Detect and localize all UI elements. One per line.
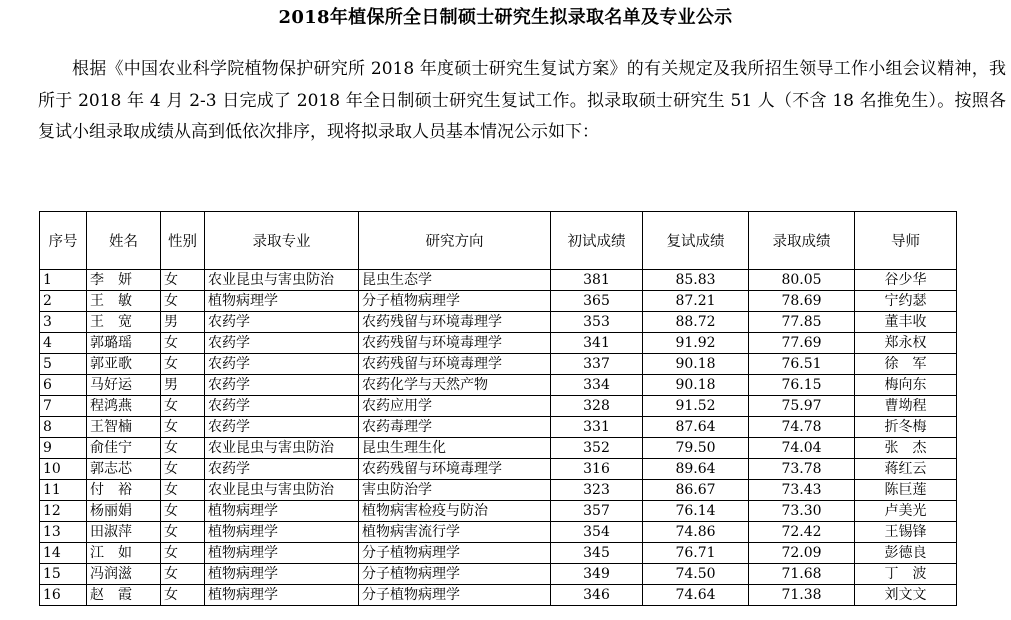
header-major: 录取专业 — [205, 212, 359, 270]
cell-major: 农药学 — [205, 417, 359, 438]
cell-seq: 10 — [40, 459, 87, 480]
admission-table — [39, 211, 957, 606]
table-row — [40, 417, 957, 438]
table-row — [40, 270, 957, 291]
table-row — [40, 564, 957, 585]
cell-direction: 农药残留与环境毒理学 — [359, 312, 551, 333]
announcement-text: 根据《中国农业科学院植物保护研究所 2018 年度硕士研究生复试方案》的有关规定及我所招生领导工作小组会议精神，我所于 2018 年 4 月 2-3 日完成了 2018 年全日制硕士研究生复试工作。拟录取硕士研究生 51 人（不含 18 名推免生）。按照各复试小组录取成绩从高到低依次排序，现将拟录取人员基本情况公示如下： — [38, 59, 1006, 142]
cell-retest-score: 85.83 — [643, 270, 749, 291]
cell-seq: 8 — [40, 417, 87, 438]
cell-initial-score: 323 — [551, 480, 643, 501]
cell-advisor: 陈巨莲 — [855, 480, 957, 501]
cell-gender: 男 — [161, 375, 205, 396]
cell-direction: 农药残留与环境毒理学 — [359, 333, 551, 354]
cell-gender: 女 — [161, 522, 205, 543]
cell-major: 植物病理学 — [205, 585, 359, 606]
cell-gender: 女 — [161, 543, 205, 564]
cell-gender: 女 — [161, 564, 205, 585]
cell-final-score: 77.85 — [749, 312, 855, 333]
cell-initial-score: 346 — [551, 585, 643, 606]
cell-final-score: 72.42 — [749, 522, 855, 543]
cell-retest-score: 74.86 — [643, 522, 749, 543]
cell-advisor: 蒋红云 — [855, 459, 957, 480]
cell-initial-score: 341 — [551, 333, 643, 354]
table-row — [40, 291, 957, 312]
cell-final-score: 76.51 — [749, 354, 855, 375]
cell-initial-score: 345 — [551, 543, 643, 564]
cell-gender: 女 — [161, 417, 205, 438]
cell-direction: 昆虫生理生化 — [359, 438, 551, 459]
cell-name: 江 如 — [87, 543, 161, 564]
cell-major: 农业昆虫与害虫防治 — [205, 270, 359, 291]
header-seq: 序号 — [40, 212, 87, 270]
cell-gender: 女 — [161, 438, 205, 459]
cell-retest-score: 89.64 — [643, 459, 749, 480]
cell-advisor: 卢美光 — [855, 501, 957, 522]
cell-retest-score: 90.18 — [643, 375, 749, 396]
cell-retest-score: 91.92 — [643, 333, 749, 354]
cell-final-score: 73.78 — [749, 459, 855, 480]
cell-final-score: 74.78 — [749, 417, 855, 438]
cell-seq: 14 — [40, 543, 87, 564]
header-advisor: 导师 — [855, 212, 957, 270]
cell-initial-score: 316 — [551, 459, 643, 480]
cell-gender: 女 — [161, 354, 205, 375]
cell-initial-score: 334 — [551, 375, 643, 396]
table-row — [40, 459, 957, 480]
cell-final-score: 73.43 — [749, 480, 855, 501]
cell-retest-score: 87.21 — [643, 291, 749, 312]
cell-name: 郭璐瑶 — [87, 333, 161, 354]
cell-name: 李 妍 — [87, 270, 161, 291]
cell-final-score: 77.69 — [749, 333, 855, 354]
cell-name: 郭志芯 — [87, 459, 161, 480]
header-name: 姓名 — [87, 212, 161, 270]
cell-major: 农药学 — [205, 396, 359, 417]
cell-name: 杨丽娟 — [87, 501, 161, 522]
cell-initial-score: 349 — [551, 564, 643, 585]
cell-seq: 7 — [40, 396, 87, 417]
cell-seq: 15 — [40, 564, 87, 585]
cell-retest-score: 90.18 — [643, 354, 749, 375]
table-row — [40, 333, 957, 354]
cell-final-score: 74.04 — [749, 438, 855, 459]
cell-direction: 农药化学与天然产物 — [359, 375, 551, 396]
cell-direction: 农药残留与环境毒理学 — [359, 459, 551, 480]
cell-direction: 分子植物病理学 — [359, 585, 551, 606]
cell-seq: 2 — [40, 291, 87, 312]
cell-direction: 植物病害流行学 — [359, 522, 551, 543]
cell-gender: 女 — [161, 501, 205, 522]
cell-seq: 13 — [40, 522, 87, 543]
cell-direction: 分子植物病理学 — [359, 543, 551, 564]
cell-name: 马好运 — [87, 375, 161, 396]
cell-advisor: 梅向东 — [855, 375, 957, 396]
cell-gender: 女 — [161, 480, 205, 501]
cell-advisor: 谷少华 — [855, 270, 957, 291]
cell-final-score: 75.97 — [749, 396, 855, 417]
cell-initial-score: 353 — [551, 312, 643, 333]
cell-major: 农药学 — [205, 333, 359, 354]
header-final-score: 录取成绩 — [749, 212, 855, 270]
cell-major: 植物病理学 — [205, 564, 359, 585]
cell-direction: 植物病害检疫与防治 — [359, 501, 551, 522]
cell-gender: 女 — [161, 270, 205, 291]
cell-retest-score: 76.14 — [643, 501, 749, 522]
cell-advisor: 郑永权 — [855, 333, 957, 354]
cell-major: 植物病理学 — [205, 291, 359, 312]
table-row — [40, 354, 957, 375]
cell-advisor: 刘文文 — [855, 585, 957, 606]
cell-advisor: 曹坳程 — [855, 396, 957, 417]
table-row — [40, 396, 957, 417]
cell-initial-score: 354 — [551, 522, 643, 543]
cell-advisor: 折冬梅 — [855, 417, 957, 438]
cell-seq: 6 — [40, 375, 87, 396]
cell-final-score: 76.15 — [749, 375, 855, 396]
cell-name: 俞佳宁 — [87, 438, 161, 459]
table-row — [40, 438, 957, 459]
cell-initial-score: 381 — [551, 270, 643, 291]
cell-gender: 男 — [161, 312, 205, 333]
cell-gender: 女 — [161, 333, 205, 354]
cell-seq: 11 — [40, 480, 87, 501]
cell-seq: 12 — [40, 501, 87, 522]
cell-advisor: 彭德良 — [855, 543, 957, 564]
cell-final-score: 78.69 — [749, 291, 855, 312]
cell-major: 农业昆虫与害虫防治 — [205, 438, 359, 459]
cell-initial-score: 337 — [551, 354, 643, 375]
cell-direction: 害虫防治学 — [359, 480, 551, 501]
cell-gender: 女 — [161, 459, 205, 480]
page-title: 2018年植保所全日制硕士研究生拟录取名单及专业公示 — [278, 7, 733, 28]
cell-major: 农药学 — [205, 375, 359, 396]
cell-initial-score: 331 — [551, 417, 643, 438]
cell-seq: 1 — [40, 270, 87, 291]
cell-direction: 农药毒理学 — [359, 417, 551, 438]
table-row — [40, 501, 957, 522]
cell-retest-score: 88.72 — [643, 312, 749, 333]
cell-seq: 3 — [40, 312, 87, 333]
cell-seq: 4 — [40, 333, 87, 354]
cell-retest-score: 86.67 — [643, 480, 749, 501]
cell-name: 赵 霞 — [87, 585, 161, 606]
cell-retest-score: 79.50 — [643, 438, 749, 459]
cell-retest-score: 74.50 — [643, 564, 749, 585]
cell-major: 农药学 — [205, 459, 359, 480]
cell-major: 农药学 — [205, 354, 359, 375]
header-direction: 研究方向 — [359, 212, 551, 270]
cell-advisor: 王锡锋 — [855, 522, 957, 543]
cell-advisor: 张 杰 — [855, 438, 957, 459]
cell-final-score: 71.68 — [749, 564, 855, 585]
cell-major: 农业昆虫与害虫防治 — [205, 480, 359, 501]
cell-name: 田淑萍 — [87, 522, 161, 543]
table-header-row — [40, 212, 957, 270]
cell-direction: 昆虫生态学 — [359, 270, 551, 291]
cell-retest-score: 74.64 — [643, 585, 749, 606]
cell-initial-score: 357 — [551, 501, 643, 522]
cell-retest-score: 91.52 — [643, 396, 749, 417]
cell-retest-score: 87.64 — [643, 417, 749, 438]
cell-name: 冯润滋 — [87, 564, 161, 585]
cell-major: 农药学 — [205, 312, 359, 333]
cell-seq: 16 — [40, 585, 87, 606]
cell-name: 郭亚歌 — [87, 354, 161, 375]
cell-final-score: 71.38 — [749, 585, 855, 606]
cell-major: 植物病理学 — [205, 501, 359, 522]
cell-direction: 农药残留与环境毒理学 — [359, 354, 551, 375]
cell-name: 王 宽 — [87, 312, 161, 333]
cell-name: 王 敏 — [87, 291, 161, 312]
cell-seq: 9 — [40, 438, 87, 459]
table-row — [40, 480, 957, 501]
cell-name: 程鸿燕 — [87, 396, 161, 417]
cell-initial-score: 328 — [551, 396, 643, 417]
cell-seq: 5 — [40, 354, 87, 375]
announcement-paragraph — [38, 54, 1006, 149]
table-row — [40, 312, 957, 333]
cell-name: 王智楠 — [87, 417, 161, 438]
cell-advisor: 丁 波 — [855, 564, 957, 585]
cell-retest-score: 76.71 — [643, 543, 749, 564]
cell-gender: 女 — [161, 291, 205, 312]
header-retest-score: 复试成绩 — [643, 212, 749, 270]
table-row — [40, 543, 957, 564]
cell-final-score: 80.05 — [749, 270, 855, 291]
header-initial-score: 初试成绩 — [551, 212, 643, 270]
header-gender: 性别 — [161, 212, 205, 270]
cell-major: 植物病理学 — [205, 522, 359, 543]
table-row — [40, 522, 957, 543]
table-row — [40, 585, 957, 606]
cell-gender: 女 — [161, 396, 205, 417]
cell-initial-score: 352 — [551, 438, 643, 459]
cell-name: 付 裕 — [87, 480, 161, 501]
cell-gender: 女 — [161, 585, 205, 606]
cell-direction: 分子植物病理学 — [359, 564, 551, 585]
cell-advisor: 宁约瑟 — [855, 291, 957, 312]
cell-advisor: 董丰收 — [855, 312, 957, 333]
table-body — [40, 270, 957, 606]
table-row — [40, 375, 957, 396]
cell-major: 植物病理学 — [205, 543, 359, 564]
cell-final-score: 73.30 — [749, 501, 855, 522]
cell-advisor: 徐 军 — [855, 354, 957, 375]
cell-final-score: 72.09 — [749, 543, 855, 564]
cell-initial-score: 365 — [551, 291, 643, 312]
cell-direction: 农药应用学 — [359, 396, 551, 417]
cell-direction: 分子植物病理学 — [359, 291, 551, 312]
